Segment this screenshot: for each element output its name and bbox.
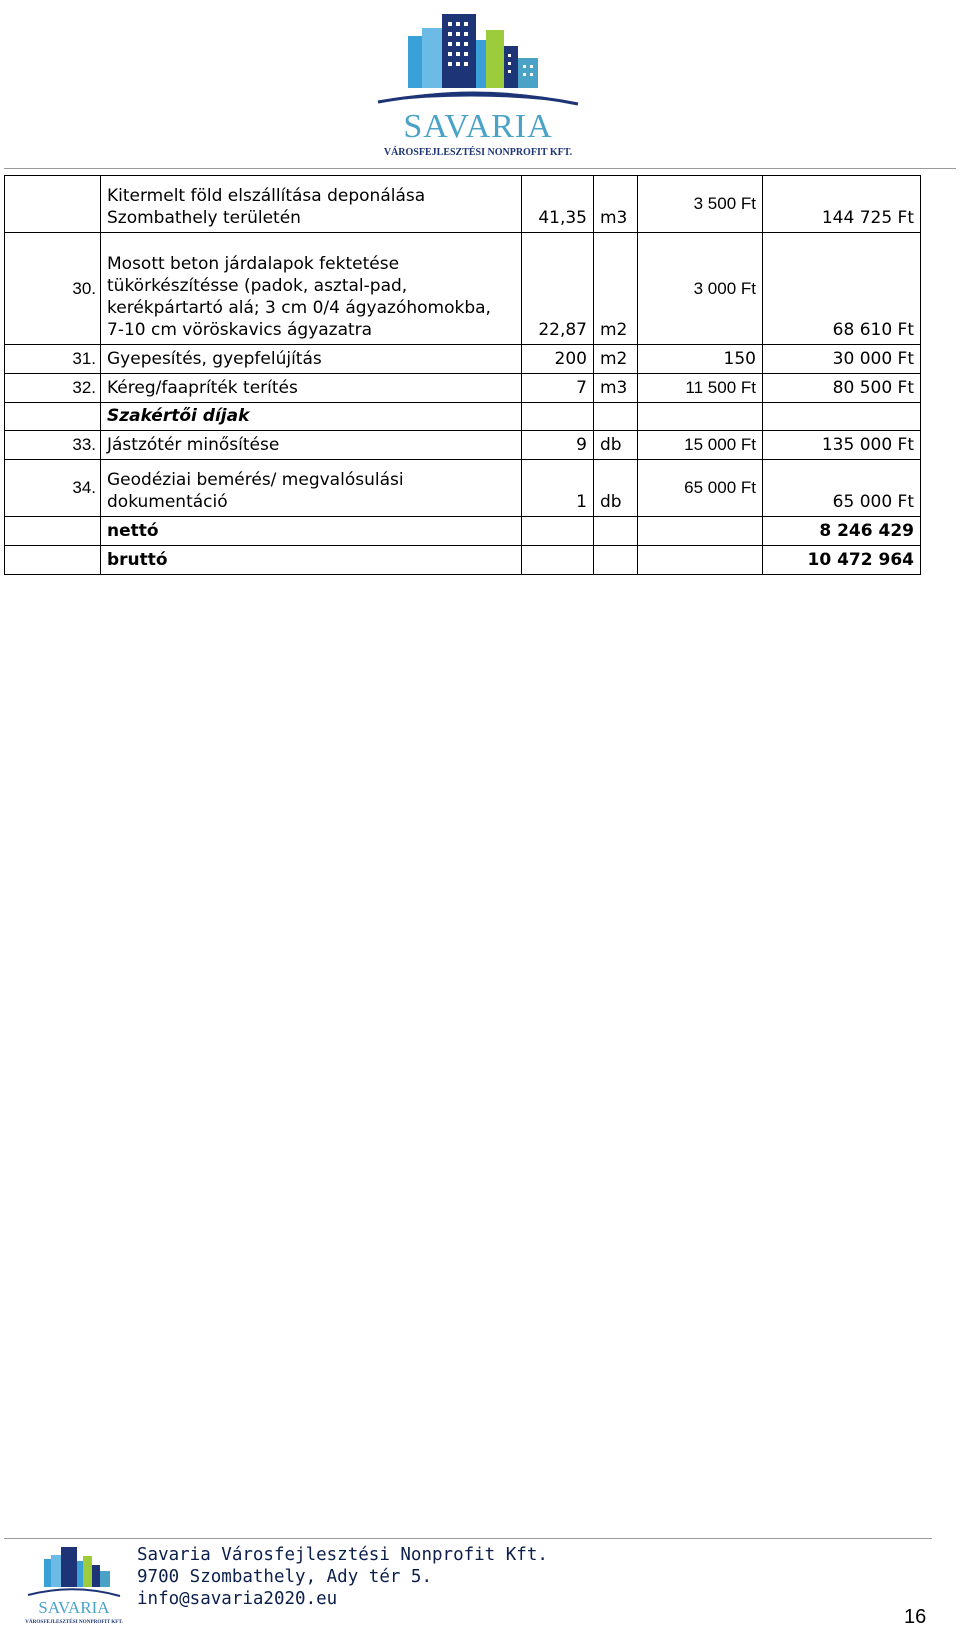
footer-address: 9700 Szombathely, Ady tér 5.	[137, 1567, 433, 1587]
row-number	[5, 517, 101, 546]
page-number: 16	[904, 1606, 927, 1628]
row-unit-price: 65 000 Ft	[638, 460, 763, 517]
row-unit-price: 150	[638, 345, 763, 374]
row-unit-price	[638, 403, 763, 431]
row-description: Kéreg/faapríték terítés	[101, 374, 522, 403]
row-quantity: 200	[522, 345, 594, 374]
row-unit	[594, 403, 638, 431]
row-unit	[594, 517, 638, 546]
section-heading: Szakértői díjak	[101, 403, 522, 431]
gross-total-label: bruttó	[101, 546, 522, 575]
table-row	[5, 460, 921, 517]
row-description: Geodéziai bemérés/ megvalósulási dokumentáció	[101, 460, 522, 517]
row-total: 30 000 Ft	[763, 345, 921, 374]
row-unit-price: 3 500 Ft	[638, 176, 763, 233]
row-description: Kitermelt föld elszállítása deponálása Szombathely területén	[101, 176, 522, 233]
row-unit	[594, 546, 638, 575]
row-description: Mosott beton járdalapok fektetése tükörkészítésse (padok, asztal-pad, kerékpártartó alá; 3 cm 0/4 ágyazóhomokba, 7-10 cm vöröskavics ágyazatra	[101, 233, 522, 345]
row-number	[5, 546, 101, 575]
row-quantity	[522, 403, 594, 431]
row-quantity: 41,35	[522, 176, 594, 233]
row-unit-price	[638, 546, 763, 575]
footer-email[interactable]: info@savaria2020.eu	[137, 1589, 338, 1609]
row-quantity: 7	[522, 374, 594, 403]
row-unit: db	[594, 431, 638, 460]
row-unit: db	[594, 460, 638, 517]
row-unit: m3	[594, 176, 638, 233]
footer-company: Savaria Városfejlesztési Nonprofit Kft.	[137, 1545, 548, 1565]
row-number: 31.	[5, 345, 101, 374]
row-quantity: 1	[522, 460, 594, 517]
row-number	[5, 403, 101, 431]
table-row	[5, 546, 921, 575]
row-unit-price	[638, 517, 763, 546]
row-unit: m2	[594, 233, 638, 345]
row-quantity	[522, 546, 594, 575]
table-row	[5, 233, 921, 345]
net-total-label: nettó	[101, 517, 522, 546]
row-total: 144 725 Ft	[763, 176, 921, 233]
footer-contact	[137, 1544, 548, 1610]
table-row	[5, 431, 921, 460]
row-total: 65 000 Ft	[763, 460, 921, 517]
row-number: 34.	[5, 460, 101, 517]
row-quantity: 9	[522, 431, 594, 460]
table-row	[5, 176, 921, 233]
table-row	[5, 374, 921, 403]
header-logo-subtitle: VÁROSFEJLESZTÉSI NONPROFIT KFT.	[383, 147, 573, 158]
row-unit-price: 15 000 Ft	[638, 431, 763, 460]
gross-total-value: 10 472 964	[763, 546, 921, 575]
footer-divider	[4, 1538, 932, 1539]
row-unit-price: 11 500 Ft	[638, 374, 763, 403]
row-total	[763, 403, 921, 431]
row-total: 80 500 Ft	[763, 374, 921, 403]
savaria-header-logo	[368, 10, 588, 160]
row-unit: m3	[594, 374, 638, 403]
row-unit: m2	[594, 345, 638, 374]
footer-logo-name: SAVARIA	[38, 1598, 110, 1617]
net-total-value: 8 246 429	[763, 517, 921, 546]
row-number: 32.	[5, 374, 101, 403]
footer-logo-subtitle: VÁROSFEJLESZTÉSI NONPROFIT KFT.	[25, 1619, 123, 1625]
header-divider	[4, 168, 956, 169]
row-description: Gyepesítés, gyepfelújítás	[101, 345, 522, 374]
header-logo-name: SAVARIA	[403, 108, 553, 145]
cost-table	[4, 175, 921, 575]
table-row	[5, 403, 921, 431]
row-quantity	[522, 517, 594, 546]
row-number	[5, 176, 101, 233]
row-quantity: 22,87	[522, 233, 594, 345]
row-number: 33.	[5, 431, 101, 460]
row-total: 68 610 Ft	[763, 233, 921, 345]
row-description: Jástzótér minősítése	[101, 431, 522, 460]
savaria-footer-logo	[22, 1545, 126, 1625]
table-row	[5, 345, 921, 374]
row-total: 135 000 Ft	[763, 431, 921, 460]
table-row	[5, 517, 921, 546]
row-unit-price: 3 000 Ft	[638, 233, 763, 345]
row-number: 30.	[5, 233, 101, 345]
